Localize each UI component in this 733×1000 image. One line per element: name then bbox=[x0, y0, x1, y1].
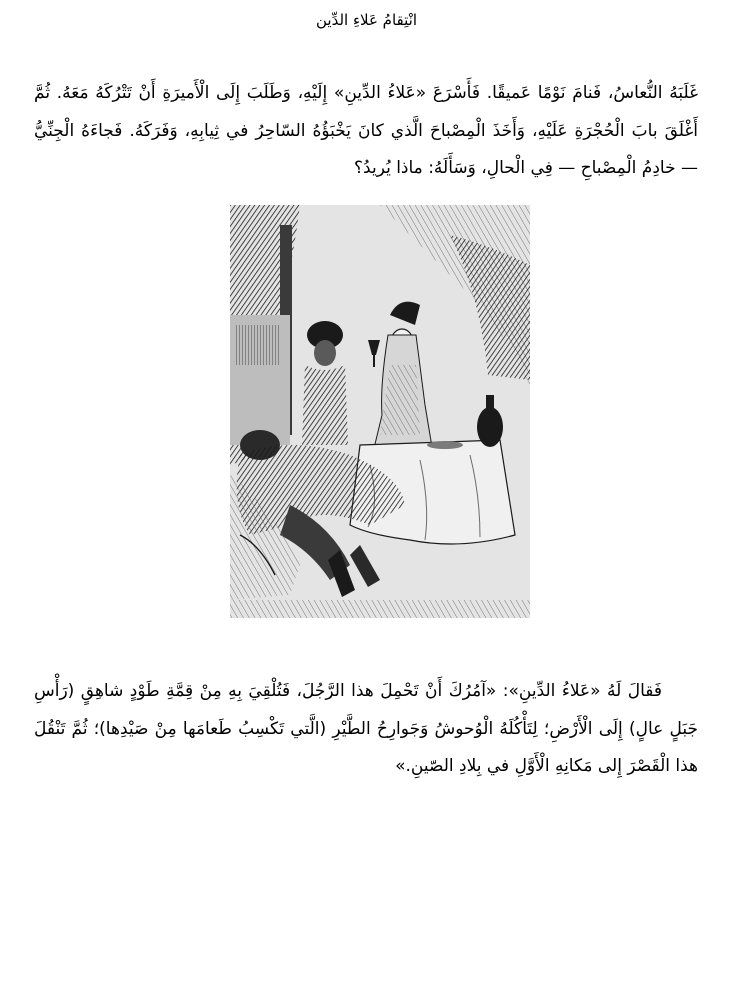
paragraph-1: غَلَبَهُ النُّعاسُ، فَنامَ نَوْمًا عَميقًا. فَأَسْرَعَ «عَلاءُ الدِّينِ» إِلَيْهِ، وَطَلَبَ إِلَى الْأَميرَةِ أَنْ تَتْرُكَهُ مَعَهُ. ثُمَّ أَغْلَقَ بابَ الْحُجْرَةِ عَلَيْهِ، وَأَخَذَ الْمِصْباحَ الَّذي كانَ يَخْبَؤُهُ السّاحِرُ في ثِيابِهِ، وَفَرَكَهُ. فَجاءَهُ الْجِنِّيُّ — خادِمُ الْمِصْباحِ — فِي الْحالِ، وَسَأَلَهُ: ماذا يُريدُ؟ bbox=[34, 83, 698, 178]
engraving-illustration bbox=[230, 205, 530, 618]
paragraph-2: فَقالَ لَهُ «عَلاءُ الدِّينِ»: «آمُرُكَ أَنْ تَحْمِلَ هذا الرَّجُلَ، فَتُلْقِيَ بِهِ مِنْ قِمَّةِ طَوْدٍ شاهِقٍ (رَأْسِ جَبَلٍ عالٍ) إِلَى الْأَرْضِ؛ لِتَأْكُلَهُ الْوُحوشُ وَجَوارِحُ الطَّيْرِ (الَّتي تَكْسِبُ طَعامَها مِنْ صَيْدِها)؛ ثُمَّ تَنْقُلَ هذا الْقَصْرَ إِلى مَكانِهِ الْأَوَّلِ في بِلادِ الصّينِ.» bbox=[34, 681, 698, 776]
page-title: انْتِقامُ عَلاءِ الدِّين bbox=[315, 11, 417, 29]
